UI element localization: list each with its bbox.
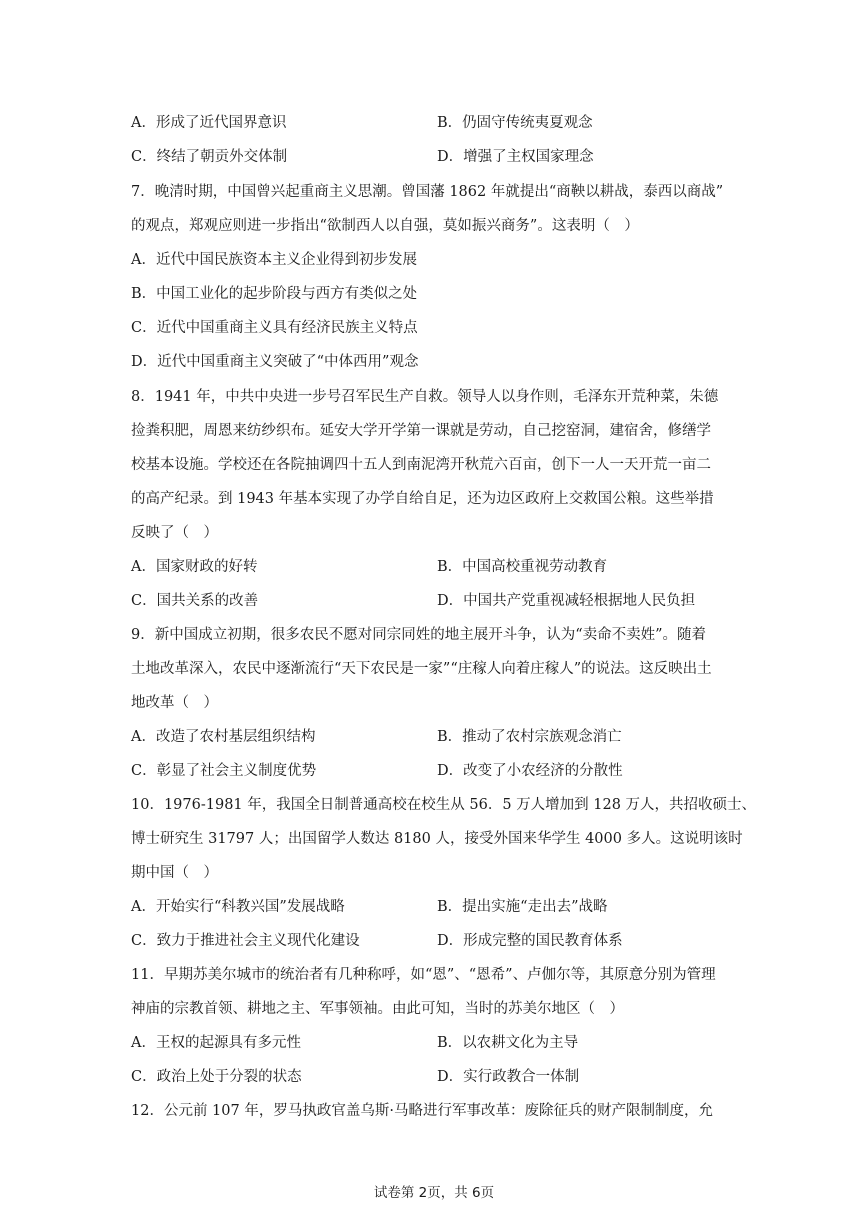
question-7-option-b: B．中国工业化的起步阶段与西方有类似之处 (131, 286, 418, 302)
question-8-option-b: B．中国高校重视劳动教育 (437, 559, 608, 575)
question-7-stem-cont: 的观点，郑观应则进一步指出“欲制西人以自强，莫如振兴商务”。这表明（ ） (131, 218, 639, 234)
option-d: D．增强了主权国家理念 (437, 149, 594, 165)
question-10-option-d: D．形成完整的国民教育体系 (437, 933, 623, 949)
question-7-option-a: A．近代中国民族资本主义企业得到初步发展 (131, 252, 417, 268)
question-8-stem-cont: 捡粪积肥，周恩来纺纱织布。延安大学开学第一课就是劳动，自己挖窑洞，建宿舍，修缮学 (131, 423, 711, 439)
option-b: B．仍固守传统夷夏观念 (437, 115, 593, 131)
option-a: A．形成了近代国界意识 (131, 115, 287, 131)
question-10-option-a: A．开始实行“科教兴国”发展战略 (131, 899, 345, 915)
question-8-stem-cont: 反映了（ ） (131, 525, 218, 541)
question-8-option-a: A．国家财政的好转 (131, 559, 258, 575)
question-11-option-b: B．以农耕文化为主导 (437, 1035, 579, 1051)
question-9-option-c: C．彰显了社会主义制度优势 (131, 763, 317, 779)
question-9-option-a: A．改造了农村基层组织结构 (131, 729, 316, 745)
question-10-stem-cont: 博士研究生 31797 人；出国留学人数达 8180 人，接受外国来华学生 4000 多人。这说明该时 (131, 831, 743, 847)
question-10-option-c: C．致力于推进社会主义现代化建设 (131, 933, 360, 949)
question-7-option-c: C．近代中国重商主义具有经济民族主义特点 (131, 320, 418, 336)
question-7-stem: 7．晚清时期，中国曾兴起重商主义思潮。曾国藩 1862 年就提出“商鞅以耕战，泰西以商战” (131, 184, 724, 200)
question-7-option-d: D．近代中国重商主义突破了“中体西用”观念 (131, 354, 419, 370)
option-c: C．终结了朝贡外交体制 (131, 149, 288, 165)
question-11-option-a: A．王权的起源具有多元性 (131, 1035, 301, 1051)
question-9-stem-cont: 土地改革深入，农民中逐渐流行“天下农民是一家”“庄稼人向着庄稼人”的说法。这反映出土 (131, 661, 712, 677)
question-9-option-d: D．改变了小农经济的分散性 (437, 763, 623, 779)
question-8-stem-cont: 校基本设施。学校还在各院抽调四十五人到南泥湾开秋荒六百亩，创下一人一天开荒一亩二 (131, 457, 711, 473)
question-8-stem-cont: 的高产纪录。到 1943 年基本实现了办学自给自足，还为边区政府上交救国公粮。这些举措 (131, 491, 714, 507)
question-11-option-c: C．政治上处于分裂的状态 (131, 1069, 302, 1085)
question-11-option-d: D．实行政教合一体制 (437, 1069, 580, 1085)
question-8-option-c: C．国共关系的改善 (131, 593, 259, 609)
question-9-option-b: B．推动了农村宗族观念消亡 (437, 729, 622, 745)
question-10-option-b: B．提出实施“走出去”战略 (437, 899, 608, 915)
question-11-stem-cont: 神庙的宗教首领、耕地之主、军事领袖。由此可知，当时的苏美尔地区（ ） (131, 1001, 624, 1017)
question-8-option-d: D．中国共产党重视减轻根据地人民负担 (437, 593, 696, 609)
question-10-stem: 10．1976-1981 年，我国全日制普通高校在校生从 56．5 万人增加到 128 万人，共招收硕士、 (131, 797, 757, 813)
question-8-stem: 8．1941 年，中共中央进一步号召军民生产自救。领导人以身作则，毛泽东开荒种菜，朱德 (131, 389, 719, 405)
question-10-stem-cont: 期中国（ ） (131, 865, 218, 881)
question-12-stem: 12．公元前 107 年，罗马执政官盖乌斯·马略进行军事改革：废除征兵的财产限制制度，允 (131, 1103, 713, 1119)
page-footer: 试卷第 2页，共 6页 (373, 1185, 495, 1201)
question-9-stem-cont: 地改革（ ） (131, 695, 218, 711)
question-9-stem: 9．新中国成立初期，很多农民不愿对同宗同姓的地主展开斗争，认为“卖命不卖姓”。随着 (131, 627, 707, 643)
question-11-stem: 11．早期苏美尔城市的统治者有几种称呼，如“恩”、“恩希”、卢伽尔等，其原意分别为管理 (131, 967, 716, 983)
